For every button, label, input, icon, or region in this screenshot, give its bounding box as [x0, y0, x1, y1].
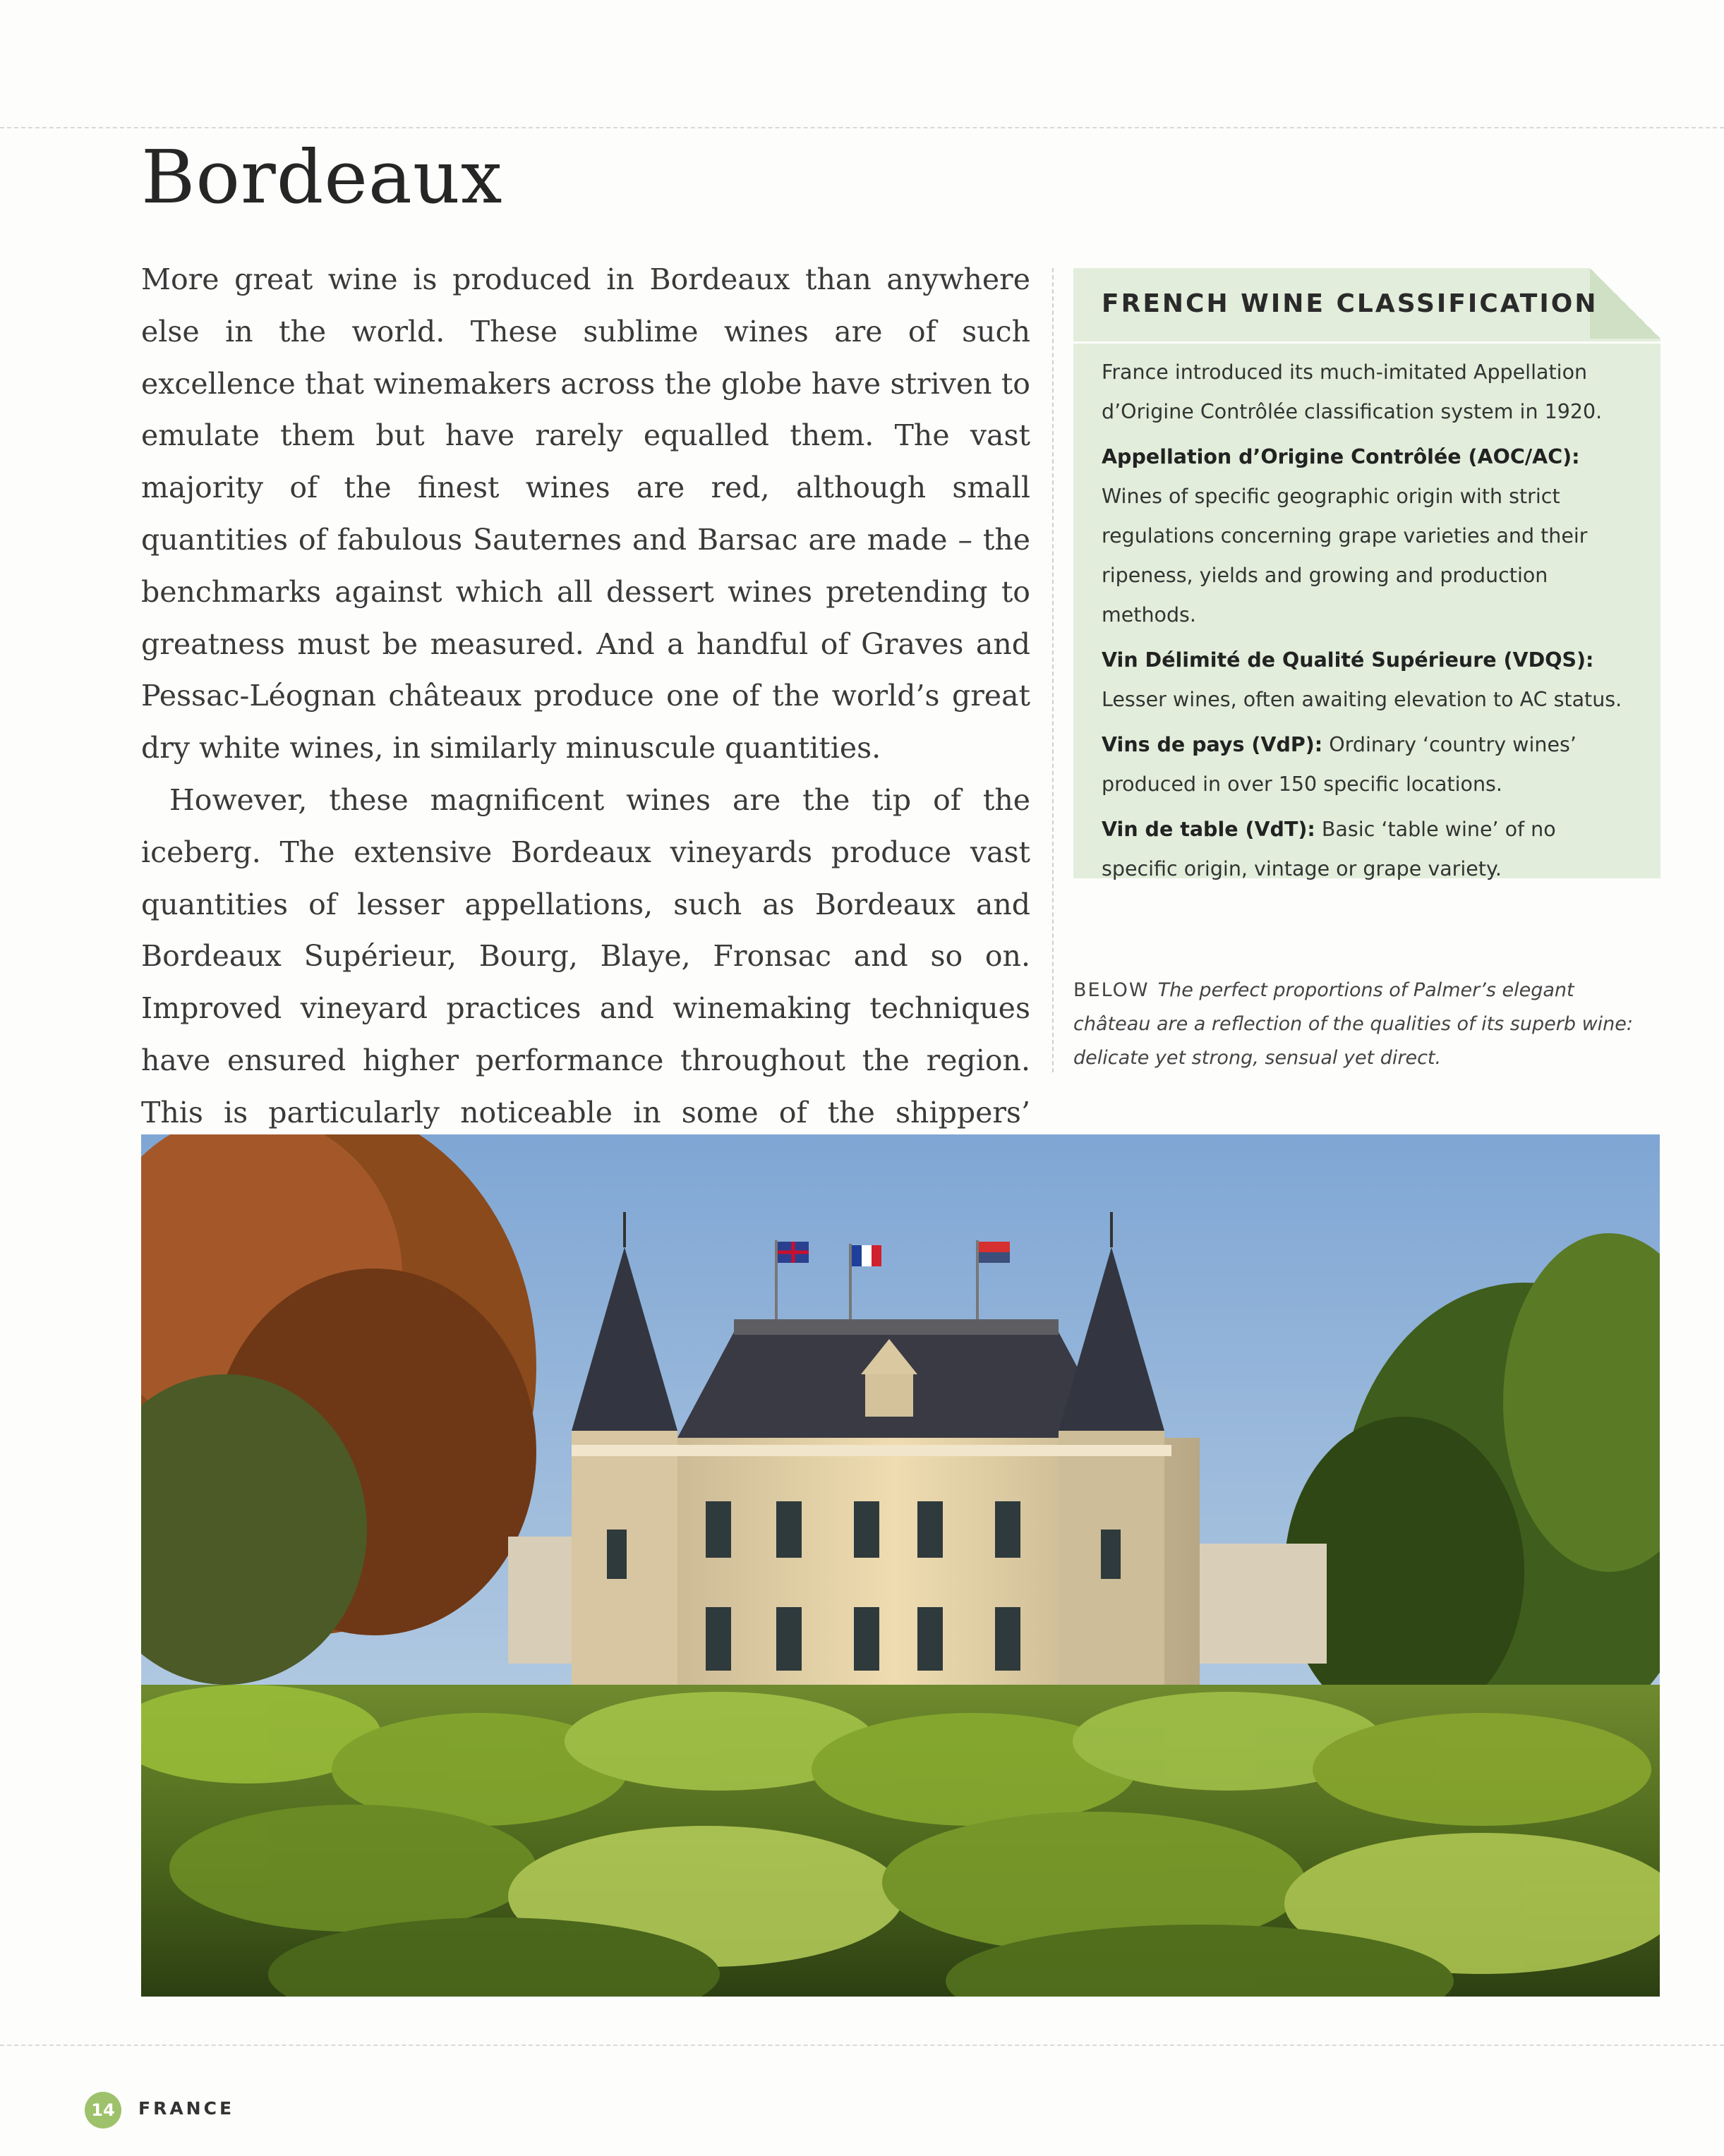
entry-term: Appellation d’Origine Contrôlée (AOC/AC): — [1102, 445, 1580, 468]
sidebar-entry — [1102, 810, 1638, 889]
entry-desc: Basic ‘table wine’ of no specific origin, vintage or grape variety. — [1102, 818, 1556, 880]
caption-text: The perfect proportions of Palmer’s elegant château are a reflection of the qualities of its superb wine: delicate yet strong, sensual yet direct. — [1073, 979, 1633, 1069]
paragraph-1: More great wine is produced in Bordeaux than anywhere else in the world. These sublime wines are of such excellence that winemakers across the globe have striven to emulate them but have rarely equalled them. The vast majority of the finest wines are red, although small quantities of fabulous Sauternes and Barsac are made – the benchmarks against which all dessert wines pretending to greatness must be measured. And a handful of Graves and Pessac-Léognan châteaux produce one of the world’s great dry white wines, in similarly minuscule quantities. — [141, 262, 1030, 765]
sidebar-title-rule — [1073, 341, 1660, 344]
sidebar-entry — [1102, 437, 1638, 635]
photo-caption — [1073, 974, 1638, 1075]
chateau-photo — [141, 1134, 1660, 1997]
sidebar-entry — [1102, 641, 1638, 720]
top-rule — [0, 127, 1724, 128]
sidebar-title: FRENCH WINE CLASSIFICATION — [1102, 289, 1598, 318]
page-curl-corner — [1590, 268, 1660, 339]
sidebar-entry — [1102, 725, 1638, 804]
classification-sidebar — [1073, 268, 1660, 878]
bottom-rule — [0, 2045, 1724, 2046]
chateau-illustration — [141, 1134, 1660, 1997]
page-number-badge: 14 — [85, 2092, 121, 2128]
sidebar-intro: France introduced its much-imitated Appellation d’Origine Contrôlée classification system in 1920. — [1102, 361, 1603, 423]
page-title: Bordeaux — [141, 134, 503, 220]
entry-term: Vin Délimité de Qualité Supérieure (VDQS): — [1102, 648, 1594, 672]
sidebar-body — [1102, 353, 1638, 895]
entry-term: Vins de pays (VdP): — [1102, 733, 1323, 756]
column-divider — [1052, 268, 1054, 1072]
section-name: FRANCE — [138, 2098, 235, 2119]
caption-lead: BELOW — [1073, 979, 1150, 1001]
article-body — [141, 254, 1030, 1191]
entry-desc: Wines of specific geographic origin with strict regulations concerning grape varieties and their ripeness, yields and growing and production methods. — [1102, 485, 1588, 626]
entry-desc: Lesser wines, often awaiting elevation to AC status. — [1102, 688, 1622, 711]
entry-desc: Ordinary ‘country wines’ produced in over 150 specific locations. — [1102, 733, 1577, 796]
entry-term: Vin de table (VdT): — [1102, 818, 1315, 841]
paragraph-2: However, these magnificent wines are the tip of the iceberg. The extensive Bordeaux vineyards produce vast quantities of lesser appellations, such as Bordeaux and Bordeaux Supérieur, Bourg, Blaye, Fronsac and so on. Improved vineyard practices and winemaking techniques have ensured higher performance throughout the region. This is particularly noticeable in some of the shippers’ — [141, 782, 1030, 1130]
